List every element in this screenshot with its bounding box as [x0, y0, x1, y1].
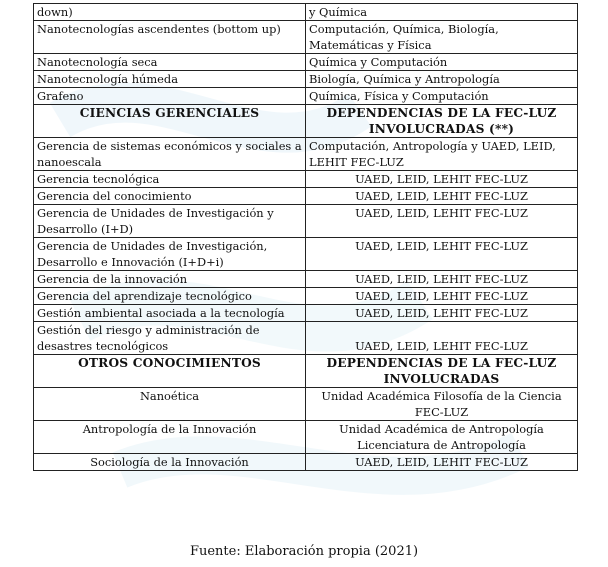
table-row: [34, 171, 578, 188]
table-cell-area: Grafeno: [34, 88, 306, 105]
table-row: [34, 421, 578, 454]
table-cell-dependency: Unidad Académica Filosofía de la Ciencia FEC-LUZ: [306, 388, 578, 421]
table-row: [34, 88, 578, 105]
table-cell-area: Sociología de la Innovación: [34, 454, 306, 471]
fec-luz-knowledge-table: [33, 3, 578, 471]
table-row: [34, 21, 578, 54]
table-cell-dependency: UAED, LEID, LEHIT FEC-LUZ: [306, 271, 578, 288]
table-cell-area: Nanotecnología húmeda: [34, 71, 306, 88]
table-cell-area: Gerencia de Unidades de Investigación, Desarrollo e Innovación (I+D+i): [34, 238, 306, 271]
table-cell-dependency: UAED, LEID, LEHIT FEC-LUZ: [306, 288, 578, 305]
table-row: [34, 138, 578, 171]
table-cell-dependency: Química, Física y Computación: [306, 88, 578, 105]
table-cell-dependency: UAED, LEID, LEHIT FEC-LUZ: [306, 305, 578, 322]
table-row: [34, 71, 578, 88]
table-cell-area: Gerencia del aprendizaje tecnológico: [34, 288, 306, 305]
table-row: [34, 322, 578, 355]
table-cell-dependency: UAED, LEID, LEHIT FEC-LUZ: [306, 171, 578, 188]
section-header-otros: OTROS CONOCIMIENTOS: [34, 355, 306, 388]
table-source-caption: Fuente: Elaboración propia (2021): [189, 544, 419, 559]
table-row: [34, 288, 578, 305]
table-cell-area: Gestión ambiental asociada a la tecnología: [34, 305, 306, 322]
table-cell-dependency: y Química: [306, 4, 578, 21]
table-cell-dependency: UAED, LEID, LEHIT FEC-LUZ: [306, 205, 578, 238]
table-cell-area: Gerencia de la innovación: [34, 271, 306, 288]
table-cell-dependency: Biología, Química y Antropología: [306, 71, 578, 88]
table-row: [34, 454, 578, 471]
section-header-gerenciales: CIENCIAS GERENCIALES: [34, 105, 306, 138]
table-cell-dependency: Computación, Química, Biología, Matemáticas y Física: [306, 21, 578, 54]
table-cell-area: Nanotecnología seca: [34, 54, 306, 71]
table-row: [34, 4, 578, 21]
table-cell-area: Gerencia de sistemas económicos y sociales a nanoescala: [34, 138, 306, 171]
table-cell-dependency: Computación, Antropología y UAED, LEID, LEHIT FEC-LUZ: [306, 138, 578, 171]
table-cell-area: Gerencia del conocimiento: [34, 188, 306, 205]
table-row: [34, 388, 578, 421]
table-cell-dependency: UAED, LEID, LEHIT FEC-LUZ: [306, 322, 578, 355]
section-header-dependencias: DEPENDENCIAS DE LA FEC-LUZ INVOLUCRADAS: [306, 355, 578, 388]
table-cell-area: Antropología de la Innovación: [34, 421, 306, 454]
table-cell-dependency: UAED, LEID, LEHIT FEC-LUZ: [306, 188, 578, 205]
table-cell-area: Gerencia de Unidades de Investigación y Desarrollo (I+D): [34, 205, 306, 238]
section-header-row: [34, 105, 578, 138]
section-header-dependencias: DEPENDENCIAS DE LA FEC-LUZ INVOLUCRADAS (**): [306, 105, 578, 138]
table-row: [34, 188, 578, 205]
table-cell-dependency: UAED, LEID, LEHIT FEC-LUZ: [306, 238, 578, 271]
table-cell-area: Gerencia tecnológica: [34, 171, 306, 188]
table-cell-area: Nanoética: [34, 388, 306, 421]
table-cell-area: Gestión del riesgo y administración de desastres tecnológicos: [34, 322, 306, 355]
table-row: [34, 238, 578, 271]
table-cell-area: down): [34, 4, 306, 21]
table-row: [34, 305, 578, 322]
table-cell-dependency: Química y Computación: [306, 54, 578, 71]
section-header-row: [34, 355, 578, 388]
table-row: [34, 205, 578, 238]
table-row: [34, 54, 578, 71]
table-cell-dependency: UAED, LEID, LEHIT FEC-LUZ: [306, 454, 578, 471]
table-cell-dependency: Unidad Académica de Antropología Licenciatura de Antropología: [306, 421, 578, 454]
fec-luz-knowledge-table-container: [33, 3, 577, 471]
table-row: [34, 271, 578, 288]
table-cell-area: Nanotecnologías ascendentes (bottom up): [34, 21, 306, 54]
